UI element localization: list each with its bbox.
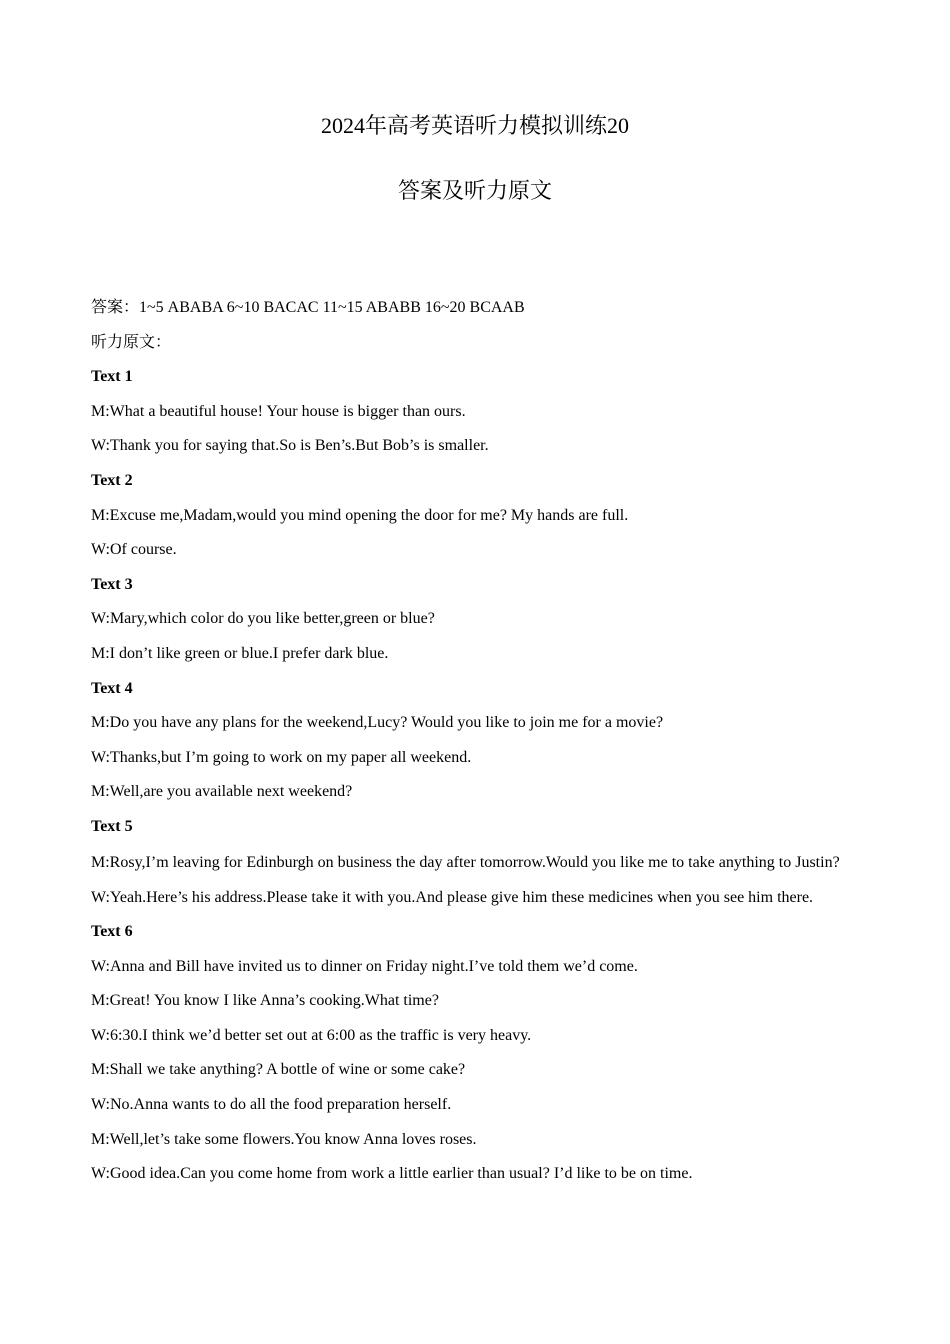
document-title: 2024年高考英语听力模拟训练20 bbox=[320, 113, 629, 138]
dialogue-line: M:Well,let’s take some flowers.You know Anna loves roses. bbox=[91, 1130, 477, 1148]
answers-line: 答案：1~5 ABABA 6~10 BACAC 11~15 ABABB 16~20 BCAAB bbox=[91, 299, 525, 316]
dialogue-line: M:Great! You know I like Anna’s cooking.What time? bbox=[91, 992, 439, 1010]
dialogue-line: M:Rosy,I’m leaving for Edinburgh on business the day after tomorrow.Would you like me to take anything to Justin? bbox=[91, 853, 840, 871]
dialogue-line: M:Do you have any plans for the weekend,Lucy? Would you like to join me for a movie? bbox=[91, 714, 664, 732]
text-heading: Text 2 bbox=[91, 471, 133, 489]
document-body bbox=[91, 291, 859, 1192]
dialogue-line: M:I don’t like green or blue.I prefer dark blue. bbox=[91, 644, 389, 662]
dialogue-line: M:What a beautiful house! Your house is bigger than ours. bbox=[91, 402, 466, 420]
text-heading: Text 5 bbox=[91, 817, 133, 835]
dialogue-line: M:Excuse me,Madam,would you mind opening the door for me? My hands are full. bbox=[91, 506, 629, 524]
dialogue-line: M:Well,are you available next weekend? bbox=[91, 783, 353, 801]
dialogue-line: W:Yeah.Here’s his address.Please take it with you.And please give him these medicines when you see him there. bbox=[91, 888, 814, 906]
transcript-label: 听力原文： bbox=[91, 333, 172, 351]
dialogue-line: W:Anna and Bill have invited us to dinner on Friday night.I’ve told them we’d come. bbox=[91, 957, 638, 975]
dialogue-line: M:Shall we take anything? A bottle of wine or some cake? bbox=[91, 1061, 466, 1079]
dialogue-line: W:Good idea.Can you come home from work a little earlier than usual? I’d like to be on time. bbox=[91, 1165, 693, 1183]
text-heading: Text 1 bbox=[91, 368, 133, 386]
document-subtitle: 答案及听力原文 bbox=[397, 178, 552, 203]
text-heading: Text 6 bbox=[91, 923, 133, 941]
text-heading: Text 3 bbox=[91, 575, 133, 593]
dialogue-line: W:6:30.I think we’d better set out at 6:00 as the traffic is very heavy. bbox=[91, 1026, 532, 1044]
text-heading: Text 4 bbox=[91, 679, 133, 697]
dialogue-line: W:Mary,which color do you like better,green or blue? bbox=[91, 610, 435, 628]
dialogue-line: W:No.Anna wants to do all the food preparation herself. bbox=[91, 1096, 452, 1114]
dialogue-line: W:Of course. bbox=[91, 541, 177, 559]
dialogue-line: W:Thanks,but I’m going to work on my paper all weekend. bbox=[91, 748, 472, 766]
dialogue-line: W:Thank you for saying that.So is Ben’s.But Bob’s is smaller. bbox=[91, 437, 489, 455]
